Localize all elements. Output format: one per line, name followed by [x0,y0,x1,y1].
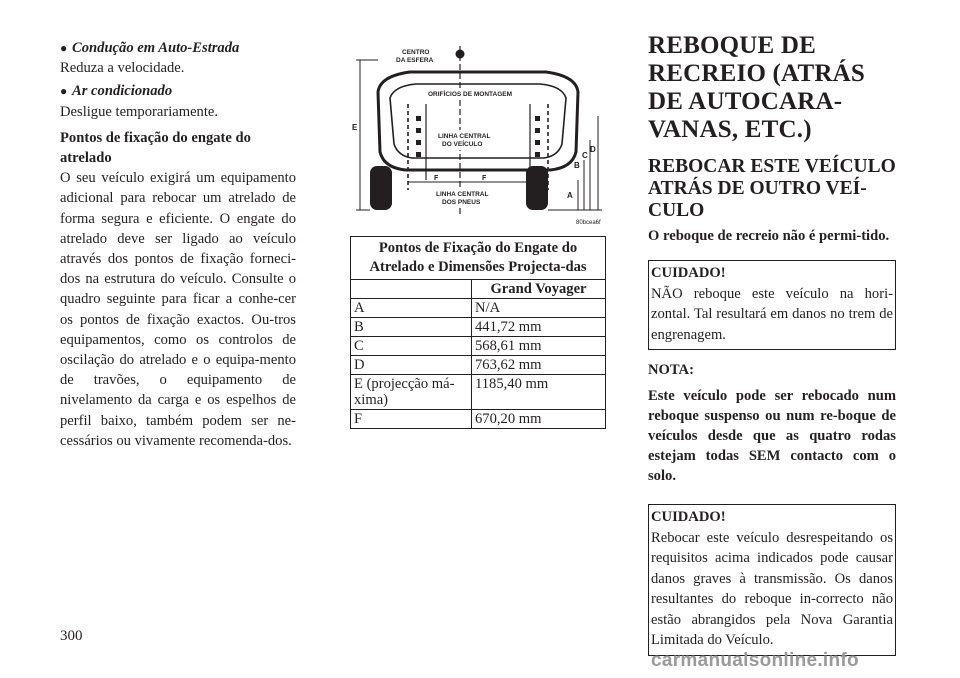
table-cell-label: A [351,299,472,318]
right-column [648,32,896,656]
table-cell-value: 763,62 mm [472,356,606,375]
table-cell-value: 670,20 mm [472,410,606,429]
figure-code: 80bcea6f [576,220,601,226]
hitch-dimensions-table [350,236,606,429]
table-cell-value: 441,72 mm [472,318,606,337]
table-cell-label: D [351,356,472,375]
label-pneus: DOS PNEUS [442,199,481,206]
label-esfera: DA ESFERA [396,57,434,64]
section-subtitle: REBOCAR ESTE VEÍCULO ATRÁS DE OUTRO VEÍ-CULO [648,156,896,221]
body-paragraph: O seu veículo exigirá um equipamento adicional para rebocar um atrelado de forma segura e eficiente. O engate do atrelado deve ser ligado ao veículo através dos pontos de fixação forneci-dos na estrutura do veículo. Consulte o quadro seguinte para ficar a conhe-cer os pontos de fixação exactos. Ou-tros equipamentos, como os controlos de oscilação do atrelado e o equipa-mento de travões, o equipamento de nivelamento da carga e os espelhos de perfil baixo, também podem ser ne-cessários ou vivamente recomenda-dos. [60,170,296,449]
highway-text: Reduza a velocidade. [60,60,185,77]
table-row [351,299,606,318]
vehicle-rear-diagram [350,40,606,230]
dim-c-label: C [582,151,588,160]
label-linha1: LINHA CENTRAL [438,133,491,140]
label-orificios: ORIFÍCIOS DE MONTAGEM [428,91,513,98]
caution-box-1 [648,260,896,350]
bullet-highway-label: Condução em Auto-Estrada [72,40,240,56]
middle-column [350,40,606,429]
table-caption: Pontos de Fixação do Engate do Atrelado e Dimensões Projecta-das [351,237,606,280]
bullet-ac-label: Ar condicionado [72,83,173,100]
table-row [351,356,606,375]
caution-heading: CUIDADO! [651,509,726,525]
table-cell-value: N/A [472,299,606,318]
left-wheel [370,166,392,210]
table-cell-label: F [351,410,472,429]
table-column-header: Grand Voyager [472,280,606,299]
dim-e-label: E [352,123,358,132]
page-number: 300 [60,628,83,644]
bullet-dot: ● [60,84,68,99]
caution-heading: CUIDADO! [651,265,726,281]
table-header-row [351,280,606,299]
table-cell-value: 568,61 mm [472,337,606,356]
section-heading: Pontos de fixação do engate do atrelado [60,129,251,167]
right-wheel [526,166,548,210]
dim-f1-label: F [434,175,439,182]
caution-box-2 [648,504,896,656]
dim-b-label: B [574,161,580,170]
table-cell-label: E (projecção má-xima) [351,375,472,410]
note-body: Este veículo pode ser rebocado num reboque suspenso ou num re-boque de veículos desde que as quatro rodas estejam todas SEM contacto com o solo. [648,388,896,484]
intro-text: O reboque de recreio não é permi-tido. [648,228,890,244]
table-row [351,318,606,337]
left-column [60,38,296,451]
table-cell-label: B [351,318,472,337]
caution-body: Rebocar este veículo desrespeitando os requisitos acima indicados pode causar danos graves à transmissão. Os danos resultantes do reboque in-correcto não estão abrangidos pela Nova Garantia Limitada do Veículo. [651,529,893,648]
watermark: carmanualsonline.info [651,650,859,671]
label-centro: CENTRO [402,49,430,56]
hitch-ball-center [456,50,465,59]
bullet-highway [60,38,296,58]
section-title: REBOQUE DE RECREIO (ATRÁS DE AUTOCARA-VANAS, ETC.) [648,32,865,143]
dim-a-label: A [567,191,573,200]
hitch-diagram [350,40,606,230]
caution-body: NÃO reboque este veículo na hori-zontal. Tal resultará em danos no trem de engrenagem. [651,285,893,343]
table-header-empty [351,280,472,299]
table-cell-label: C [351,337,472,356]
bullet-ac [60,81,296,101]
table-row [351,337,606,356]
table-cell-value: 1185,40 mm [472,375,606,410]
label-linha2: LINHA CENTRAL [436,191,489,198]
table-row [351,375,606,410]
table-caption-row [351,237,606,280]
bullet-dot: ● [60,41,68,55]
note-heading: NOTA: [648,362,694,378]
ac-text: Desligue temporariamente. [60,103,219,120]
table-row [351,410,606,429]
dim-f2-label: F [482,175,487,182]
dim-d-label: D [590,145,596,154]
label-veiculo: DO VEÍCULO [442,141,483,148]
